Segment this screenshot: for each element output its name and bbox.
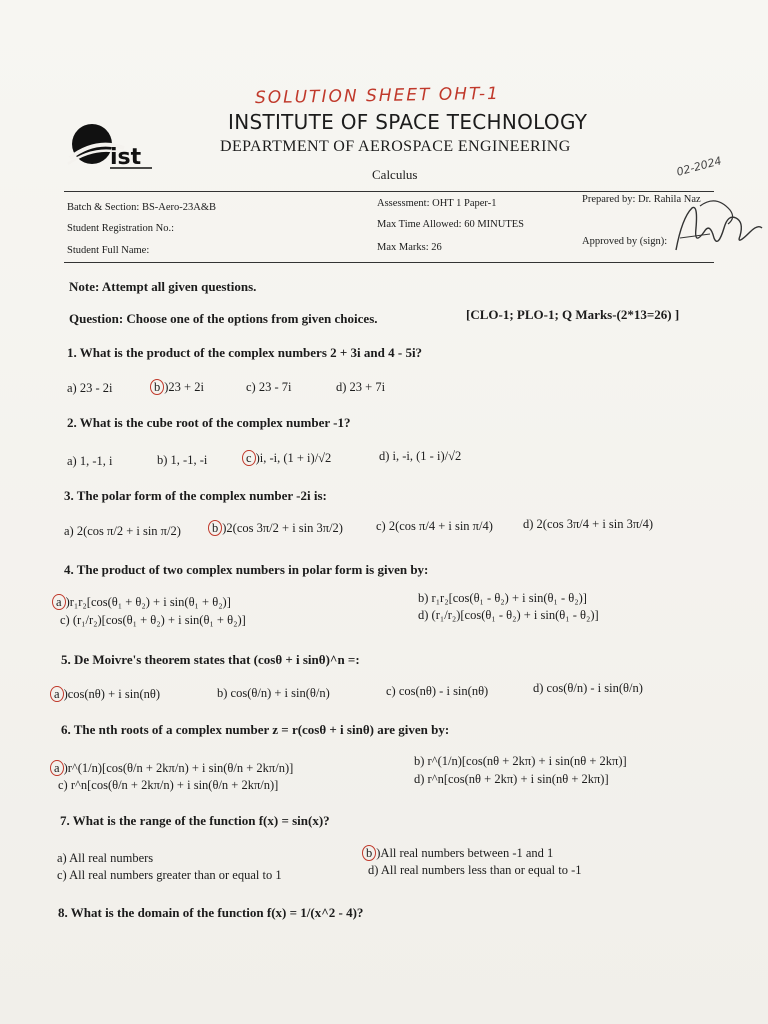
prepared-by: Prepared by: Dr. Rahila Naz [582, 194, 701, 205]
q4-option-c: c) (r₁/r₂)[cos(θ₁ + θ₂) + i sin(θ₁ + θ₂)] [60, 613, 246, 627]
handwritten-title: SOLUTION SHEET OHT-1 [254, 83, 501, 109]
q4-option-a-text: r₁r₂[cos(θ₁ + θ₂) + i sin(θ₁ + θ₂)] [69, 595, 231, 609]
q7-option-b-text: All real numbers between -1 and 1 [380, 846, 554, 860]
student-full-name: Student Full Name: [67, 245, 150, 256]
q5-option-a-text: cos(nθ) + i sin(nθ) [67, 687, 161, 701]
q1-answer-circle: b [150, 379, 164, 395]
q5-option-a: a )cos(nθ) + i sin(nθ) [50, 686, 160, 702]
q6-text: 6. The nth roots of a complex number z = r(cosθ + i sinθ) are given by: [61, 722, 450, 737]
approved-by: Approved by (sign): [582, 236, 668, 247]
department-name: DEPARTMENT OF AEROSPACE ENGINEERING [220, 138, 571, 155]
q6-option-d: d) r^n[cos(nθ + 2kπ) + i sin(nθ + 2kπ)] [414, 772, 609, 786]
q3-answer-circle: b [208, 520, 222, 536]
ist-logo-icon [66, 118, 156, 170]
q2-text: 2. What is the cube root of the complex number -1? [67, 415, 351, 430]
header-top-rule [64, 191, 714, 192]
max-marks: Max Marks: 26 [377, 242, 442, 253]
q6-option-c: c) r^n[cos(θ/n + 2kπ/n) + i sin(θ/n + 2kπ/n)] [58, 778, 279, 792]
q3-option-d: d) 2(cos 3π/4 + i sin 3π/4) [523, 517, 654, 531]
q4-option-a: a )r₁r₂[cos(θ₁ + θ₂) + i sin(θ₁ + θ₂)] [52, 594, 231, 610]
q2-option-d: d) i, -i, (1 - i)/√2 [379, 449, 462, 463]
q5-option-d: d) cos(θ/n) - i sin(θ/n) [533, 681, 643, 695]
q7-option-c: c) All real numbers greater than or equal to 1 [57, 868, 282, 882]
q5-option-b: b) cos(θ/n) + i sin(θ/n) [217, 686, 330, 700]
q7-answer-circle: b [362, 845, 376, 861]
q3-option-b-text: 2(cos 3π/2 + i sin 3π/2) [226, 521, 343, 535]
q2-answer-circle: c [242, 450, 256, 466]
q4-option-d: d) (r₁/r₂)[cos(θ₁ - θ₂) + i sin(θ₁ - θ₂)] [418, 608, 599, 622]
institute-name: INSTITUTE OF SPACE TECHNOLOGY [228, 110, 588, 134]
q7-option-d: d) All real numbers less than or equal to -1 [368, 863, 582, 877]
q6-option-a: a )r^(1/n)[cos(θ/n + 2kπ/n) + i sin(θ/n + 2kπ/n)] [50, 760, 293, 776]
q3-text: 3. The polar form of the complex number -2i is: [64, 488, 327, 503]
q2-option-b: b) 1, -1, -i [157, 453, 208, 467]
q5-text: 5. De Moivre's theorem states that (cosθ + i sinθ)^n =: [61, 652, 360, 667]
student-registration: Student Registration No.: [67, 223, 175, 234]
signature [670, 188, 766, 263]
q1-option-c: c) 23 - 7i [246, 380, 292, 394]
logo-text: ist [110, 145, 142, 170]
assessment: Assessment: OHT 1 Paper-1 [377, 198, 497, 209]
q5-option-c: c) cos(nθ) - i sin(nθ) [386, 684, 489, 698]
date-scribble: 02-2024 [675, 154, 723, 179]
q2-option-a: a) 1, -1, i [67, 454, 113, 468]
q1-text: 1. What is the product of the complex numbers 2 + 3i and 4 - 5i? [67, 345, 423, 360]
max-time: Max Time Allowed: 60 MINUTES [377, 219, 525, 230]
ist-logo [66, 118, 156, 175]
signature-icon [670, 188, 766, 258]
marks-info: [CLO-1; PLO-1; Q Marks-(2*13=26) ] [466, 307, 680, 322]
course-name: Calculus [372, 167, 418, 182]
batch-section: Batch & Section: BS-Aero-23A&B [67, 202, 217, 213]
q4-answer-circle: a [52, 594, 66, 610]
q6-answer-circle: a [50, 760, 64, 776]
q6-option-a-text: r^(1/n)[cos(θ/n + 2kπ/n) + i sin(θ/n + 2kπ/n)] [67, 761, 294, 775]
q3-option-a: a) 2(cos π/2 + i sin π/2) [64, 524, 181, 538]
q5-answer-circle: a [50, 686, 64, 702]
q7-option-b: b )All real numbers between -1 and 1 [362, 845, 553, 861]
q6-option-b: b) r^(1/n)[cos(nθ + 2kπ) + i sin(nθ + 2kπ)] [414, 754, 627, 768]
q7-option-a: a) All real numbers [57, 851, 154, 865]
q1-option-b-text: 23 + 2i [168, 380, 204, 394]
q3-option-c: c) 2(cos π/4 + i sin π/4) [376, 519, 493, 533]
q1-option-a: a) 23 - 2i [67, 381, 113, 395]
q8-text: 8. What is the domain of the function f(x) = 1/(x^2 - 4)? [58, 905, 364, 920]
q2-option-c-text: i, -i, (1 + i)/√2 [259, 451, 332, 465]
q4-text: 4. The product of two complex numbers in polar form is given by: [64, 562, 429, 577]
q7-text: 7. What is the range of the function f(x) = sin(x)? [60, 813, 330, 828]
header-bottom-rule [64, 262, 714, 263]
q4-option-b: b) r₁r₂[cos(θ₁ - θ₂) + i sin(θ₁ - θ₂)] [418, 591, 587, 605]
q3-option-b: b )2(cos 3π/2 + i sin 3π/2) [208, 520, 343, 536]
instruction: Question: Choose one of the options from given choices. [69, 311, 378, 326]
note: Note: Attempt all given questions. [69, 279, 257, 294]
q1-option-b: b )23 + 2i [150, 379, 204, 395]
q1-option-d: d) 23 + 7i [336, 380, 386, 394]
q2-option-c: c )i, -i, (1 + i)/√2 [242, 450, 331, 466]
